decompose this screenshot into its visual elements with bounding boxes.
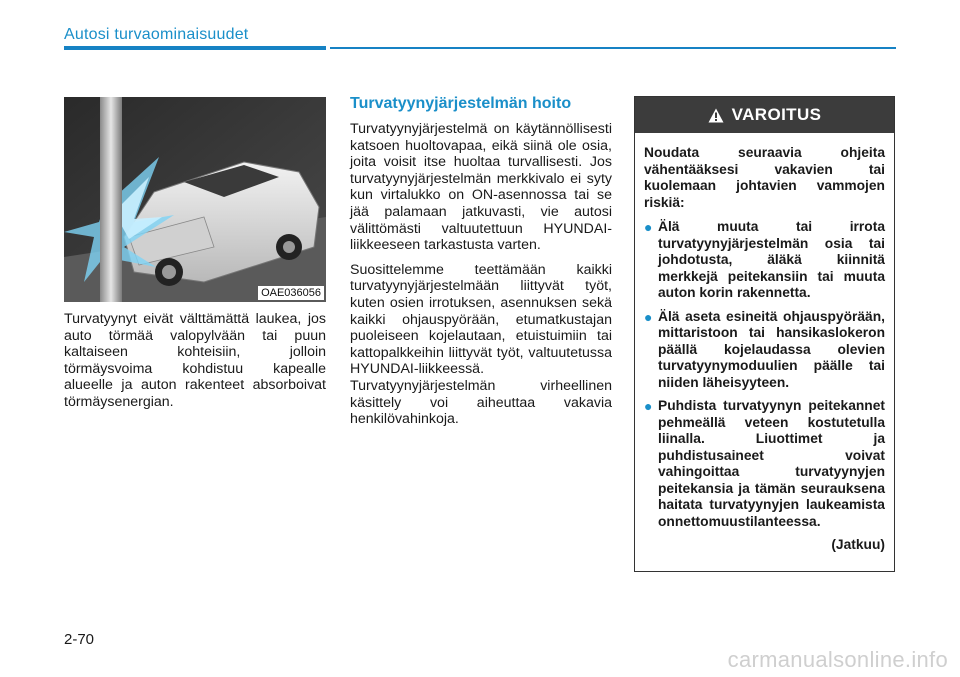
bullet-icon: ● — [644, 398, 653, 414]
figure-code-label: OAE036056 — [258, 286, 324, 300]
header-rule-thin — [330, 47, 896, 49]
column-left-text — [64, 311, 326, 419]
warning-item-text: Puhdista turvatyynyn peitekannet pehmeällä veteen kostutetulla liinalla. Liuottimet ja puhdistusaineet voivat vahingoittaa turvatyynyjen peitekansia ja tämän seurauksena haitata turvatyynyjen laukeamista onnettomuustilanteessa. — [658, 398, 885, 529]
section-title: Turvatyynyjärjestelmän hoito — [350, 95, 572, 112]
warning-heading: VAROITUS — [731, 105, 822, 124]
airbag-pole-paragraph: Turvatyynyt eivät välttämättä laukea, jos auto törmää valopylvään tai puun kaltaiseen kohteisiin, jolloin törmäysvoima kohdistuu kapealle alueelle ja auton rakenteet absorboivat törmäysenergian. — [64, 311, 326, 410]
warning-box — [634, 96, 895, 572]
warning-list — [644, 219, 885, 530]
page-number: 2-70 — [64, 631, 95, 648]
warning-item-text: Älä aseta esineitä ohjauspyörään, mittaristoon tai hansikaslokeron päällä kojelaudassa olevien turvatyynymoduulien päälle tai niiden läheisyyteen. — [658, 308, 885, 390]
bullet-icon: ● — [644, 219, 653, 235]
maintenance-paragraph-2: Suosittelemme teettämään kaikki turvatyynyjärjestelmään liittyvät työt, kuten osien irrotuksen, asennuksen sekä kaikki ohjauspyörään, etumatkustajan puoleiseen kojelautaan, etuistuimiin tai kattopalkkeihin liittyvät työt, valtuutetussa HYUNDAI-liikkeessä. Turvatyynyjärjestelmän virheellinen käsittely voi aiheuttaa vakavia henkilövahinkoja. — [350, 261, 612, 428]
continued-label: (Jatkuu) — [831, 537, 885, 552]
watermark-text: carmanualsonline.info — [727, 647, 948, 672]
warning-header — [635, 97, 894, 133]
warning-item — [644, 219, 885, 302]
column-middle-text — [350, 121, 612, 436]
warning-intro: Noudata seuraavia ohjeita vähentääksesi vakavien tai kuolemaan johtavien vammojen riskiä: — [644, 145, 885, 210]
warning-body — [635, 133, 894, 554]
car-pole-collision-image — [64, 97, 326, 302]
warning-item — [644, 398, 885, 530]
warning-triangle-icon — [708, 108, 724, 123]
maintenance-paragraph-1: Turvatyynyjärjestelmä on käytännöllisesti katsoen huoltovapaa, eikä siinä ole osia, joita voisit itse huoltaa turvallisesti. Jos turvatyynyjärjestelmän merkkivalo ei syty kun virtalukko on ON-asennossa tai se jää palamaan jatkuvasti, vie autosi välittömästi valtuutettuun HYUNDAI-liikkeeseen tarkastusta varten. — [350, 121, 612, 254]
crash-illustration — [64, 97, 326, 302]
bullet-icon: ● — [644, 308, 653, 325]
warning-item — [644, 309, 885, 392]
warning-item-text: Älä muuta tai irrota turvatyynyjärjestelmän osia tai johdotusta, äläkä kiinnitä merkkejä peitekansiin tai muuta auton korin rakennetta. — [658, 219, 885, 300]
header-rule-thick — [64, 46, 326, 50]
section-header-title: Autosi turvaominaisuudet — [64, 26, 249, 43]
